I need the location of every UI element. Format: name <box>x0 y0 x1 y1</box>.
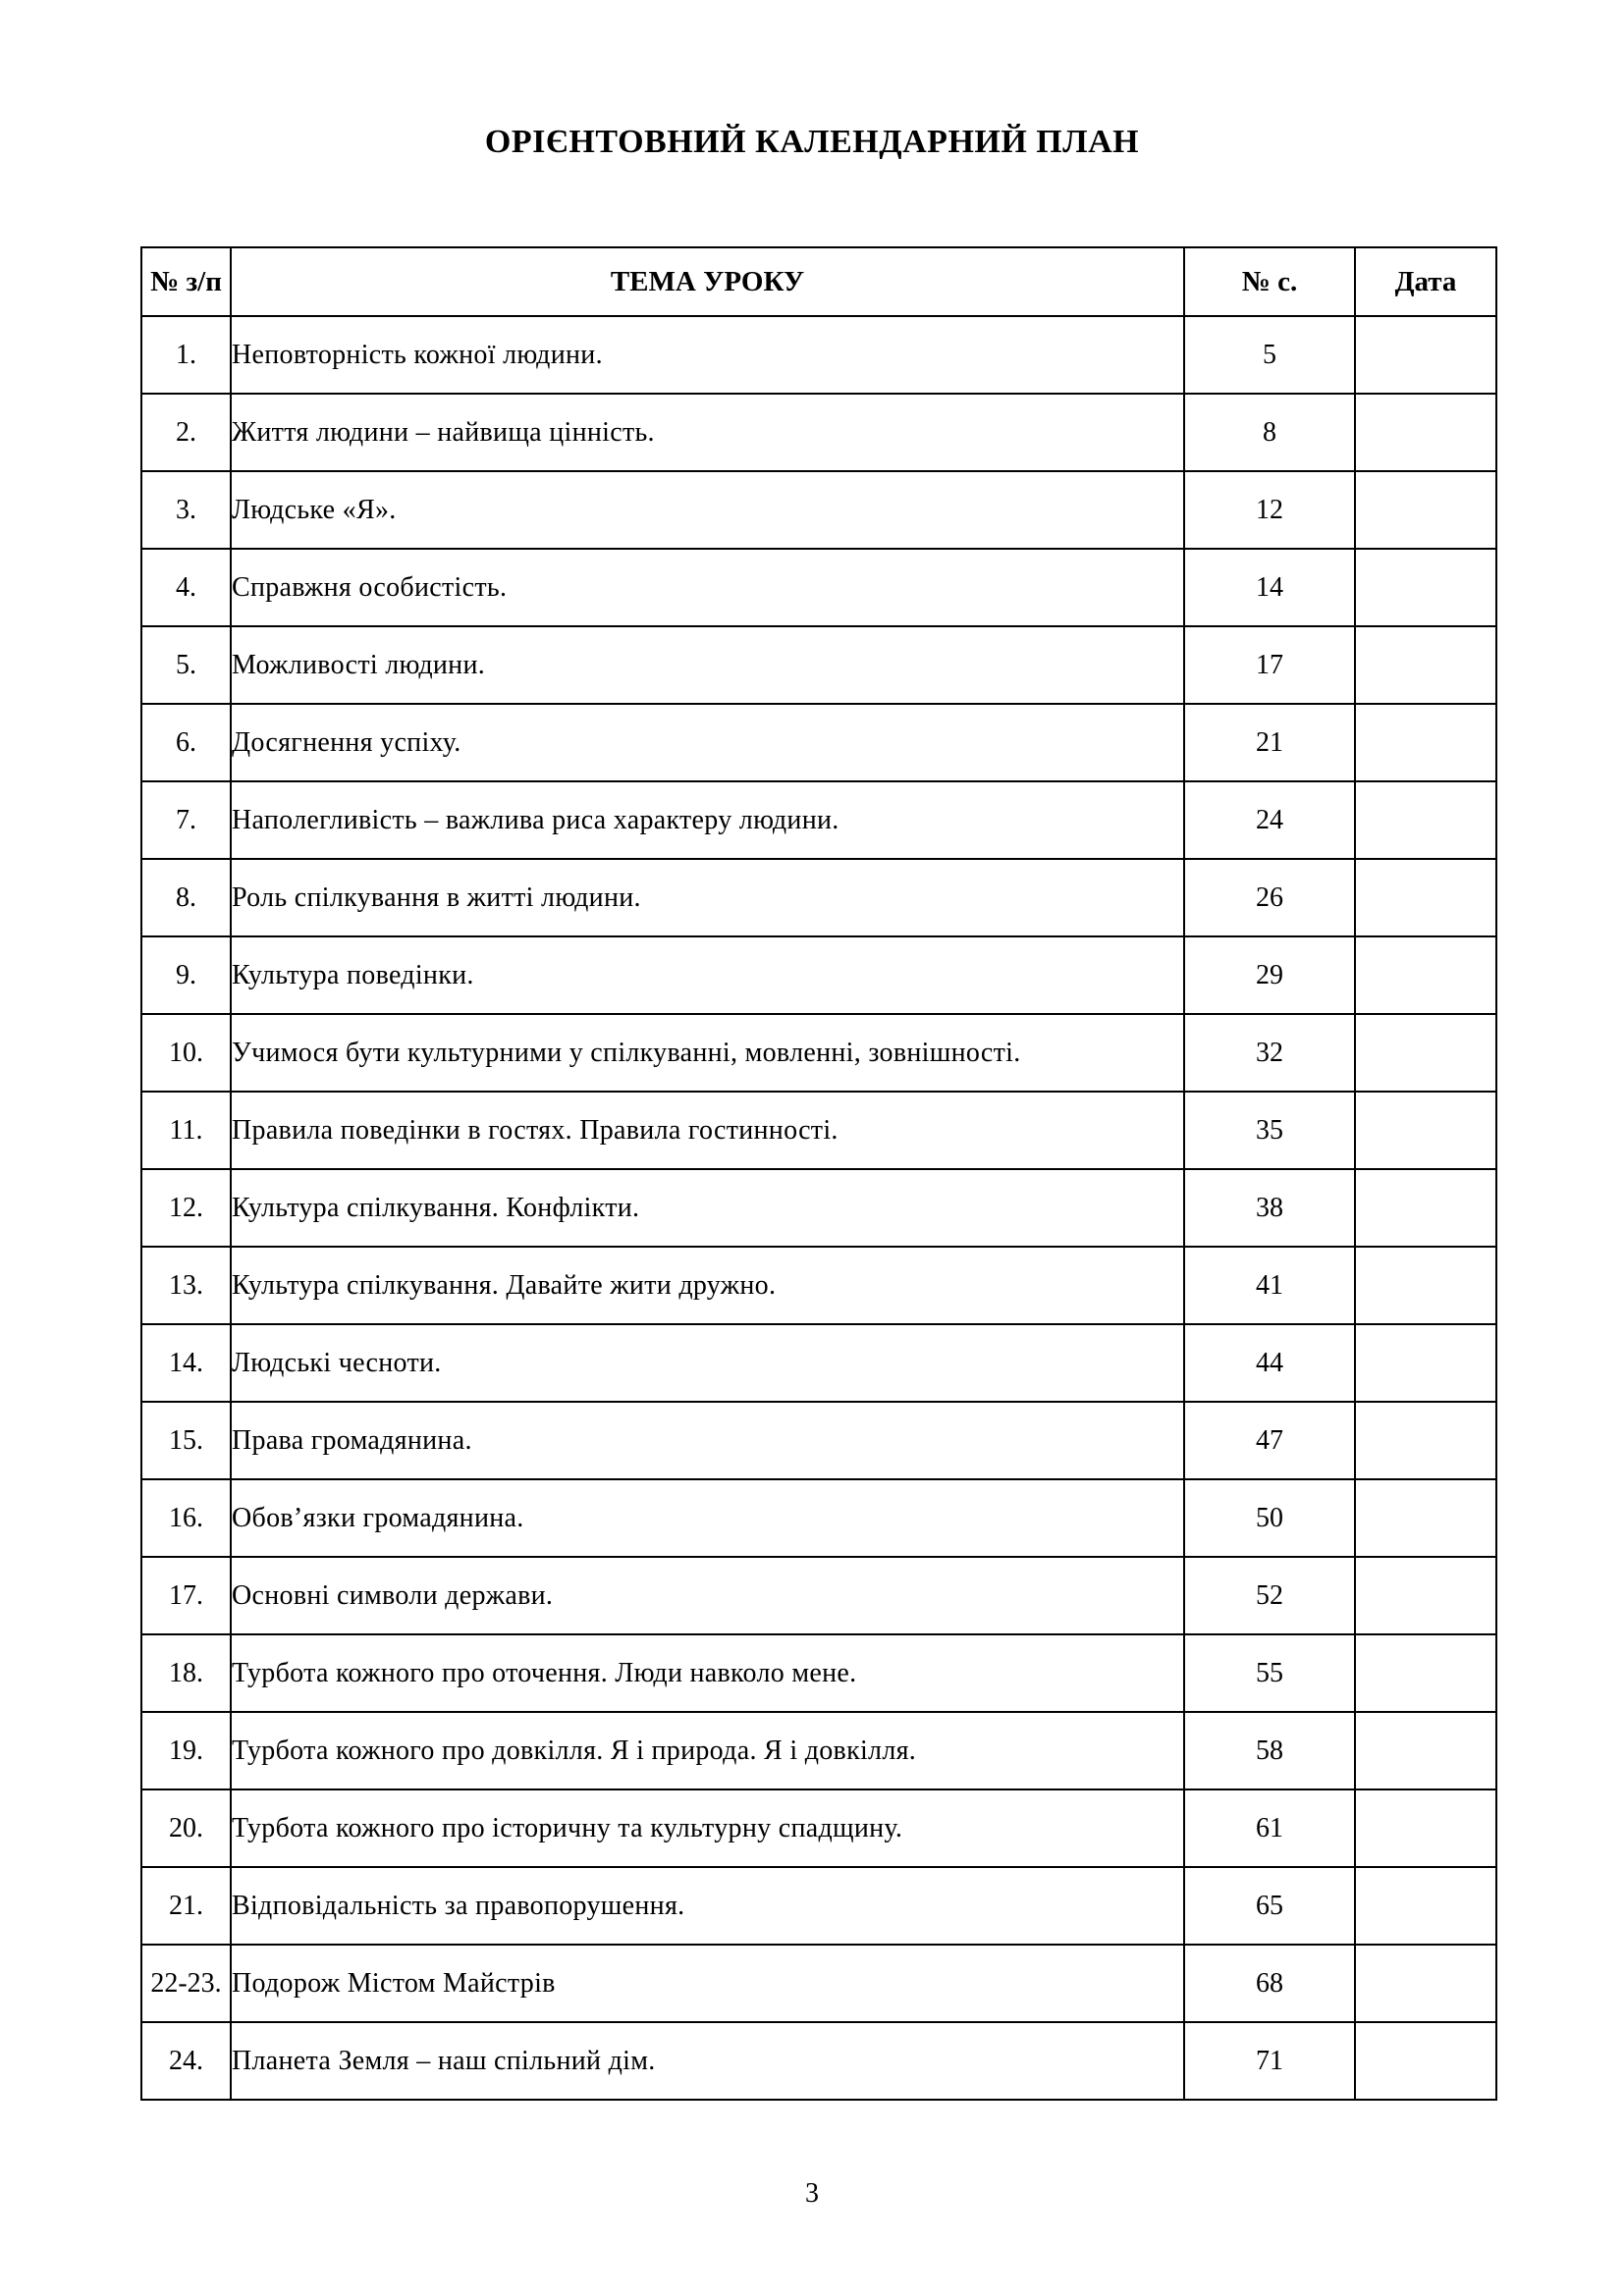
table-row <box>141 1789 1496 1867</box>
row-page: 50 <box>1184 1479 1355 1557</box>
row-number: 22-23. <box>141 1945 231 2022</box>
row-number: 18. <box>141 1634 231 1712</box>
row-date <box>1355 704 1496 781</box>
row-page: 8 <box>1184 394 1355 471</box>
row-page: 21 <box>1184 704 1355 781</box>
row-page: 32 <box>1184 1014 1355 1092</box>
row-topic: Культура поведінки. <box>231 936 1184 1014</box>
table-row <box>141 549 1496 626</box>
table-row <box>141 394 1496 471</box>
table-row <box>141 1092 1496 1169</box>
row-topic: Людське «Я». <box>231 471 1184 549</box>
table-row <box>141 1169 1496 1247</box>
row-date <box>1355 1402 1496 1479</box>
table-row <box>141 781 1496 859</box>
row-number: 3. <box>141 471 231 549</box>
row-topic: Права громадянина. <box>231 1402 1184 1479</box>
row-number: 19. <box>141 1712 231 1789</box>
table-row <box>141 1479 1496 1557</box>
row-topic: Основні символи держави. <box>231 1557 1184 1634</box>
table-header-row <box>141 247 1496 316</box>
row-topic: Роль спілкування в житті людини. <box>231 859 1184 936</box>
table-row <box>141 936 1496 1014</box>
row-date <box>1355 1247 1496 1324</box>
table-row <box>141 1867 1496 1945</box>
row-topic: Людські чесноти. <box>231 1324 1184 1402</box>
table-body <box>141 316 1496 2100</box>
row-number: 4. <box>141 549 231 626</box>
row-page: 65 <box>1184 1867 1355 1945</box>
row-topic: Обов’язки громадянина. <box>231 1479 1184 1557</box>
row-topic: Відповідальність за правопорушення. <box>231 1867 1184 1945</box>
row-date <box>1355 781 1496 859</box>
table-row <box>141 2022 1496 2100</box>
row-date <box>1355 936 1496 1014</box>
table-row <box>141 626 1496 704</box>
row-date <box>1355 1867 1496 1945</box>
row-number: 21. <box>141 1867 231 1945</box>
row-page: 58 <box>1184 1712 1355 1789</box>
row-date <box>1355 394 1496 471</box>
row-page: 68 <box>1184 1945 1355 2022</box>
row-date <box>1355 626 1496 704</box>
row-number: 14. <box>141 1324 231 1402</box>
table-row <box>141 1014 1496 1092</box>
header-topic: ТЕМА УРОКУ <box>231 247 1184 316</box>
table-row <box>141 1634 1496 1712</box>
row-date <box>1355 1634 1496 1712</box>
row-number: 10. <box>141 1014 231 1092</box>
row-page: 17 <box>1184 626 1355 704</box>
row-number: 13. <box>141 1247 231 1324</box>
row-page: 41 <box>1184 1247 1355 1324</box>
row-number: 20. <box>141 1789 231 1867</box>
row-topic: Справжня особистість. <box>231 549 1184 626</box>
row-page: 24 <box>1184 781 1355 859</box>
table-row <box>141 471 1496 549</box>
table-row <box>141 1712 1496 1789</box>
header-date: Дата <box>1355 247 1496 316</box>
row-page: 44 <box>1184 1324 1355 1402</box>
table-row <box>141 316 1496 394</box>
table-row <box>141 1945 1496 2022</box>
row-topic: Подорож Містом Майстрів <box>231 1945 1184 2022</box>
row-date <box>1355 1324 1496 1402</box>
row-number: 9. <box>141 936 231 1014</box>
row-number: 7. <box>141 781 231 859</box>
row-number: 12. <box>141 1169 231 1247</box>
row-topic: Культура спілкування. Давайте жити дружно. <box>231 1247 1184 1324</box>
calendar-plan-table <box>140 246 1497 2101</box>
row-page: 26 <box>1184 859 1355 936</box>
row-topic: Досягнення успіху. <box>231 704 1184 781</box>
row-number: 2. <box>141 394 231 471</box>
row-number: 1. <box>141 316 231 394</box>
header-page: № с. <box>1184 247 1355 316</box>
row-topic: Учимося бути культурними у спілкуванні, мовленні, зовнішності. <box>231 1014 1184 1092</box>
row-date <box>1355 2022 1496 2100</box>
row-number: 17. <box>141 1557 231 1634</box>
page-number: 3 <box>805 2178 819 2209</box>
row-page: 38 <box>1184 1169 1355 1247</box>
row-topic: Турбота кожного про довкілля. Я і природа. Я і довкілля. <box>231 1712 1184 1789</box>
row-date <box>1355 1789 1496 1867</box>
row-date <box>1355 1479 1496 1557</box>
row-topic: Неповторність кожної людини. <box>231 316 1184 394</box>
row-date <box>1355 859 1496 936</box>
row-date <box>1355 1014 1496 1092</box>
row-page: 47 <box>1184 1402 1355 1479</box>
row-page: 55 <box>1184 1634 1355 1712</box>
table-row <box>141 1324 1496 1402</box>
row-date <box>1355 1557 1496 1634</box>
table-row <box>141 1402 1496 1479</box>
table-row <box>141 704 1496 781</box>
table-row <box>141 1247 1496 1324</box>
row-topic: Турбота кожного про оточення. Люди навколо мене. <box>231 1634 1184 1712</box>
table-row <box>141 1557 1496 1634</box>
row-topic: Турбота кожного про історичну та культурну спадщину. <box>231 1789 1184 1867</box>
row-topic: Можливості людини. <box>231 626 1184 704</box>
row-date <box>1355 549 1496 626</box>
row-page: 12 <box>1184 471 1355 549</box>
row-date <box>1355 471 1496 549</box>
row-page: 35 <box>1184 1092 1355 1169</box>
row-date <box>1355 1712 1496 1789</box>
row-number: 5. <box>141 626 231 704</box>
header-number: № з/п <box>141 247 231 316</box>
row-date <box>1355 1945 1496 2022</box>
row-date <box>1355 1169 1496 1247</box>
row-page: 52 <box>1184 1557 1355 1634</box>
row-number: 11. <box>141 1092 231 1169</box>
page-title: ОРІЄНТОВНИЙ КАЛЕНДАРНИЙ ПЛАН <box>484 124 1140 160</box>
row-page: 14 <box>1184 549 1355 626</box>
row-number: 15. <box>141 1402 231 1479</box>
row-page: 5 <box>1184 316 1355 394</box>
table-row <box>141 859 1496 936</box>
row-page: 71 <box>1184 2022 1355 2100</box>
row-topic: Наполегливість – важлива риса характеру людини. <box>231 781 1184 859</box>
row-date <box>1355 316 1496 394</box>
row-number: 8. <box>141 859 231 936</box>
row-number: 16. <box>141 1479 231 1557</box>
row-number: 24. <box>141 2022 231 2100</box>
row-topic: Планета Земля – наш спільний дім. <box>231 2022 1184 2100</box>
row-date <box>1355 1092 1496 1169</box>
row-number: 6. <box>141 704 231 781</box>
row-topic: Культура спілкування. Конфлікти. <box>231 1169 1184 1247</box>
row-topic: Правила поведінки в гостях. Правила гостинності. <box>231 1092 1184 1169</box>
row-page: 61 <box>1184 1789 1355 1867</box>
row-page: 29 <box>1184 936 1355 1014</box>
row-topic: Життя людини – найвища цінність. <box>231 394 1184 471</box>
